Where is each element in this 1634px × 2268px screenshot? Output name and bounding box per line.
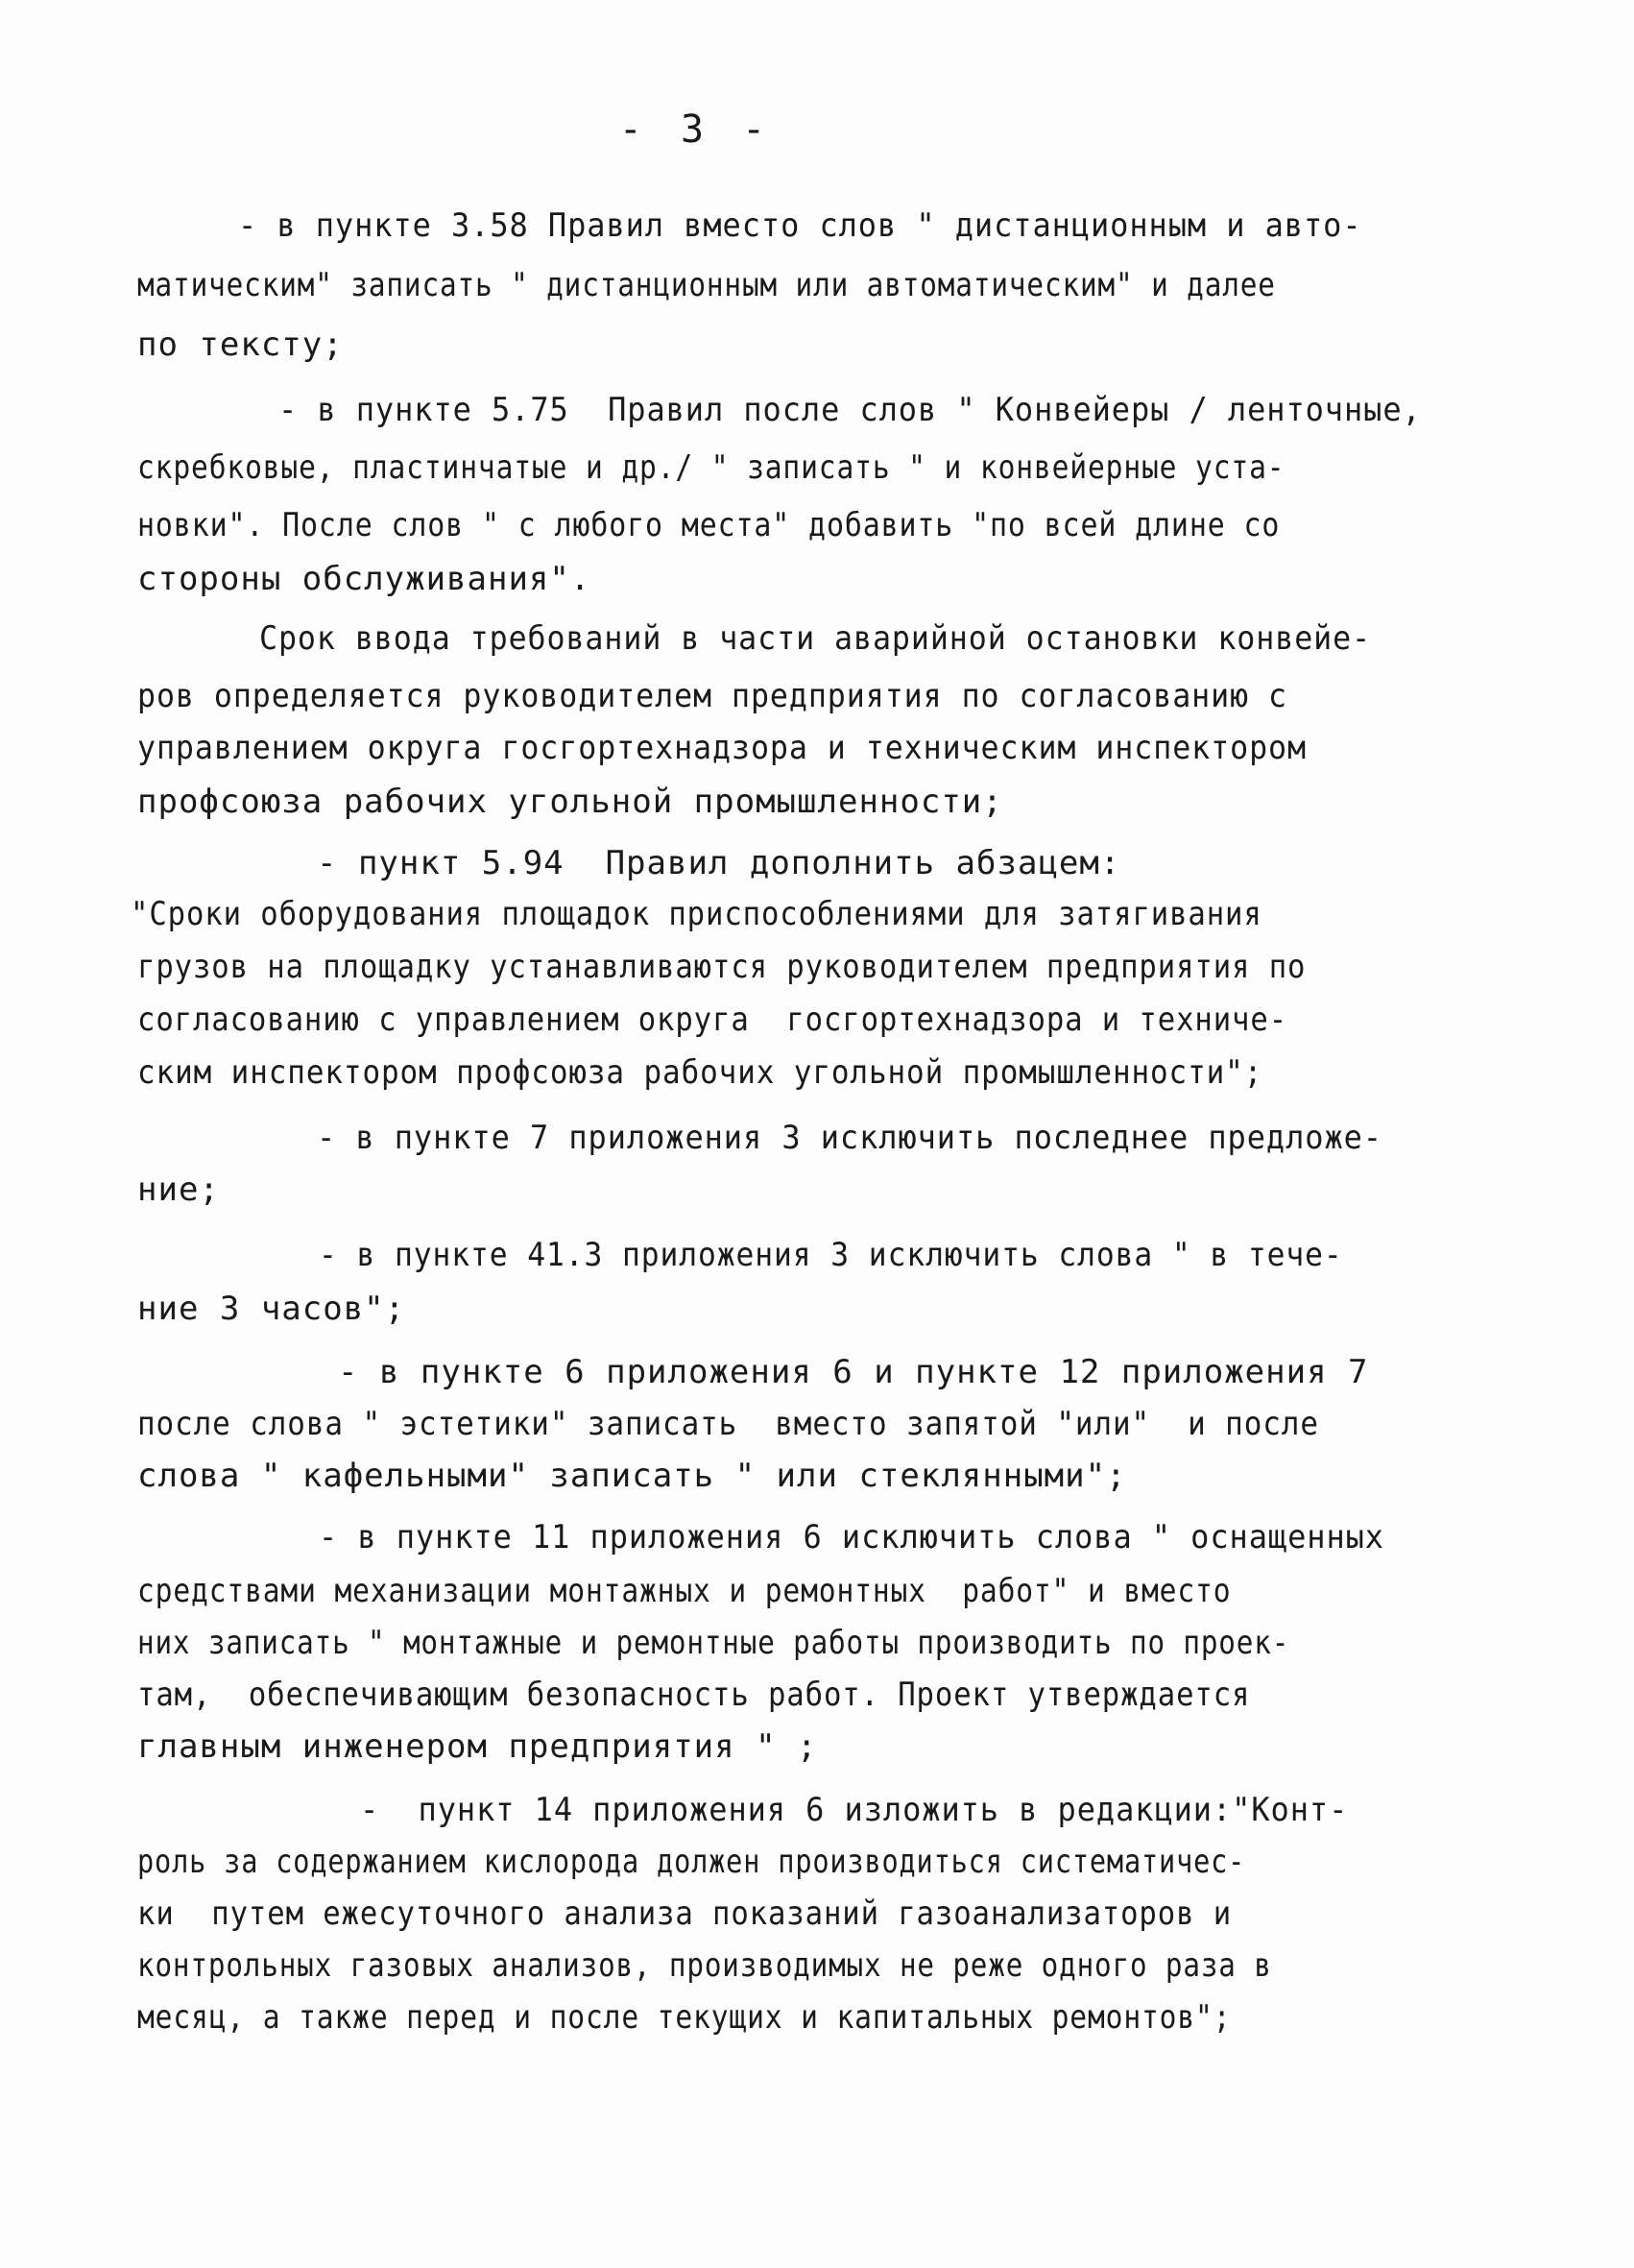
body-line: грузов на площадку устанавливаются руководителем предприятия по bbox=[137, 948, 1307, 986]
body-line: "Сроки оборудования площадок приспособлениями для затягивания bbox=[131, 895, 1262, 933]
body-line: - в пункте 7 приложения 3 исключить последнее предложе- bbox=[317, 1119, 1382, 1157]
body-line: - в пункте 3.58 Правил вместо слов " дистанционным и авто- bbox=[238, 206, 1362, 245]
body-line: профсоюза рабочих угольной промышленности; bbox=[137, 783, 1003, 821]
body-line: ние; bbox=[137, 1170, 220, 1209]
body-line: по тексту; bbox=[137, 326, 344, 364]
body-line: матическим" записать " дистанционным или автоматическим" и далее bbox=[137, 266, 1276, 304]
body-line: роль за содержанием кислорода должен производиться систематичес- bbox=[137, 1843, 1246, 1881]
body-line: месяц, а также перед и после текущих и капитальных ремонтов"; bbox=[137, 1998, 1232, 2037]
body-line: скребковые, пластинчатые и др./ " записать " и конвейерные уста- bbox=[137, 448, 1286, 487]
body-line: - в пункте 11 приложения 6 исключить слова " оснащенных bbox=[319, 1518, 1384, 1556]
body-line: слова " кафельными" записать " или стеклянными"; bbox=[137, 1457, 1127, 1495]
body-line: них записать " монтажные и ремонтные работы производить по проек- bbox=[137, 1624, 1290, 1662]
body-line: - пункт 5.94 Правил дополнить абзацем: bbox=[317, 844, 1121, 882]
body-line: после слова " эстетики" записать вместо запятой "или" и после bbox=[137, 1405, 1319, 1443]
body-line: Срок ввода требований в части аварийной остановки конвейе- bbox=[259, 619, 1372, 658]
body-line: согласованию с управлением округа госгортехнадзора и техниче- bbox=[137, 1001, 1288, 1039]
body-line: ки путем ежесуточного анализа показаний газоанализаторов и bbox=[137, 1894, 1233, 1933]
body-line: - в пункте 41.3 приложения 3 исключить слова " в тече- bbox=[319, 1236, 1343, 1274]
body-line: главным инженером предприятия " ; bbox=[137, 1727, 818, 1766]
page-number: - 3 - bbox=[618, 108, 774, 152]
body-line: - пункт 14 приложения 6 изложить в редакции:"Конт- bbox=[360, 1791, 1349, 1829]
body-line: ров определяется руководителем предприятия по согласованию с bbox=[137, 677, 1288, 715]
body-line: контрольных газовых анализов, производимых не реже одного раза в bbox=[137, 1946, 1272, 1985]
body-line: ским инспектором профсоюза рабочих угольной промышленности"; bbox=[137, 1053, 1263, 1092]
body-line: - в пункте 5.75 Правил после слов " Конвейеры / ленточные, bbox=[278, 391, 1422, 429]
body-line: управлением округа госгортехнадзора и техническим инспектором bbox=[137, 729, 1307, 767]
body-line: - в пункте 6 приложения 6 и пункте 12 приложения 7 bbox=[338, 1353, 1369, 1391]
body-line: ние 3 часов"; bbox=[137, 1290, 406, 1328]
body-line: стороны обслуживания". bbox=[137, 560, 591, 598]
body-line: новки". После слов " с любого места" добавить "по всей длине со bbox=[137, 506, 1281, 544]
body-line: средствами механизации монтажных и ремонтных работ" и вместо bbox=[137, 1572, 1232, 1610]
body-line: там, обеспечивающим безопасность работ. Проект утверждается bbox=[137, 1676, 1251, 1714]
